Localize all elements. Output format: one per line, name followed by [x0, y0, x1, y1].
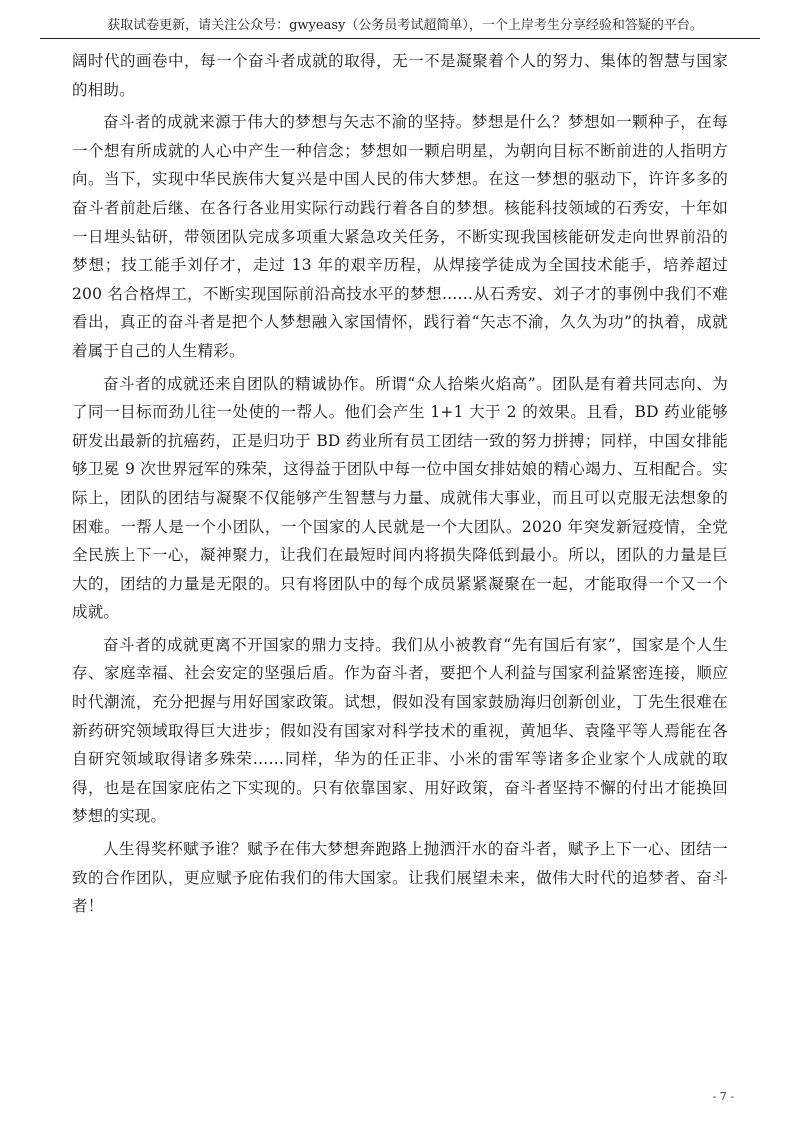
essay-body [72, 47, 728, 925]
page-header: 获取试卷更新，请关注公众号：gwyeasy（公务员考试超简单），一个上岸考生分享经验和答疑的平台。 [107, 18, 703, 33]
paragraph: 奋斗者的成就来源于伟大的梦想与矢志不渝的坚持。梦想是什么？梦想如一颗种子，在每一个想有所成就的人心中产生一种信念；梦想如一颗启明星，为朝向目标不断前进的人指明方向。当下，实现中华民族伟大复兴是中国人民的伟大梦想。在这一梦想的驱动下，许许多多的奋斗者前赴后继、在各行各业用实际行动践行着各自的梦想。核能科技领域的石秀安，十年如一日埋头钻研，带领团队完成多项重大紧急攻关任务，不断实现我国核能研发走向世界前沿的梦想；技工能手刘仔才，走过 13 年的艰辛历程，从焊接学徒成为全国技术能手，培养超过 200 名合格焊工，不断实现国际前沿高技水平的梦想……从石秀安、刘子才的事例中我们不难看出，真正的奋斗者是把个人梦想融入家国情怀，践行着“矢志不渝，久久为功”的执着，成就着属于自己的人生精彩。 [72, 113, 728, 360]
page-number: - 7 - [712, 1090, 734, 1103]
paragraph: 人生得奖杯赋予谁？赋予在伟大梦想奔跑路上抛洒汗水的奋斗者，赋予上下一心、团结一致的合作团队，更应赋予庇佑我们的伟大国家。让我们展望未来，做伟大时代的追梦者、奋斗者！ [72, 840, 728, 916]
paragraph: 奋斗者的成就还来自团队的精诚协作。所谓“众人拾柴火焰高”。团队是有着共同志向、为了同一目标而劲儿往一处使的一帮人。他们会产生 1+1 大于 2 的效果。且看，BD 药业能够研发出最新的抗癌药，正是归功于 BD 药业所有员工团结一致的努力拼搏；同样，中国女排能够卫冕 9 次世界冠军的殊荣，这得益于团队中每一位中国女排姑娘的精心竭力、互相配合。实际上，团队的团结与凝聚不仅能够产生智慧与力量、成就伟大事业，而且可以克服无法想象的困难。一帮人是一个小团队，一个国家的人民就是一个大团队。2020 年突发新冠疫情，全党全民族上下一心，凝神聚力，让我们在最短时间内将损失降低到最小。所以，团队的力量是巨大的，团结的力量是无限的。只有将团队中的每个成员紧紧凝聚在一起，才能取得一个又一个成就。 [72, 374, 728, 622]
paragraph: 奋斗者的成就更离不开国家的鼎力支持。我们从小被教育“先有国后有家”，国家是个人生存、家庭幸福、社会安定的坚强后盾。作为奋斗者，要把个人利益与国家利益紧密连接，顺应时代潮流，充分把握与用好国家政策。试想，假如没有国家鼓励海归创新创业，丁先生很难在新药研究领域取得巨大进步；假如没有国家对科学技术的重视，黄旭华、袁隆平等人焉能在各自研究领域取得诸多殊荣……同样，华为的任正非、小米的雷军等诸多企业家个人成就的取得，也是在国家庇佑之下实现的。只有依靠国家、用好政策，奋斗者坚持不懈的付出才能换回梦想的实现。 [72, 635, 728, 826]
header-divider [40, 38, 760, 39]
paragraph: 阔时代的画卷中，每一个奋斗者成就的取得，无一不是凝聚着个人的努力、集体的智慧与国家的相助。 [72, 52, 728, 99]
